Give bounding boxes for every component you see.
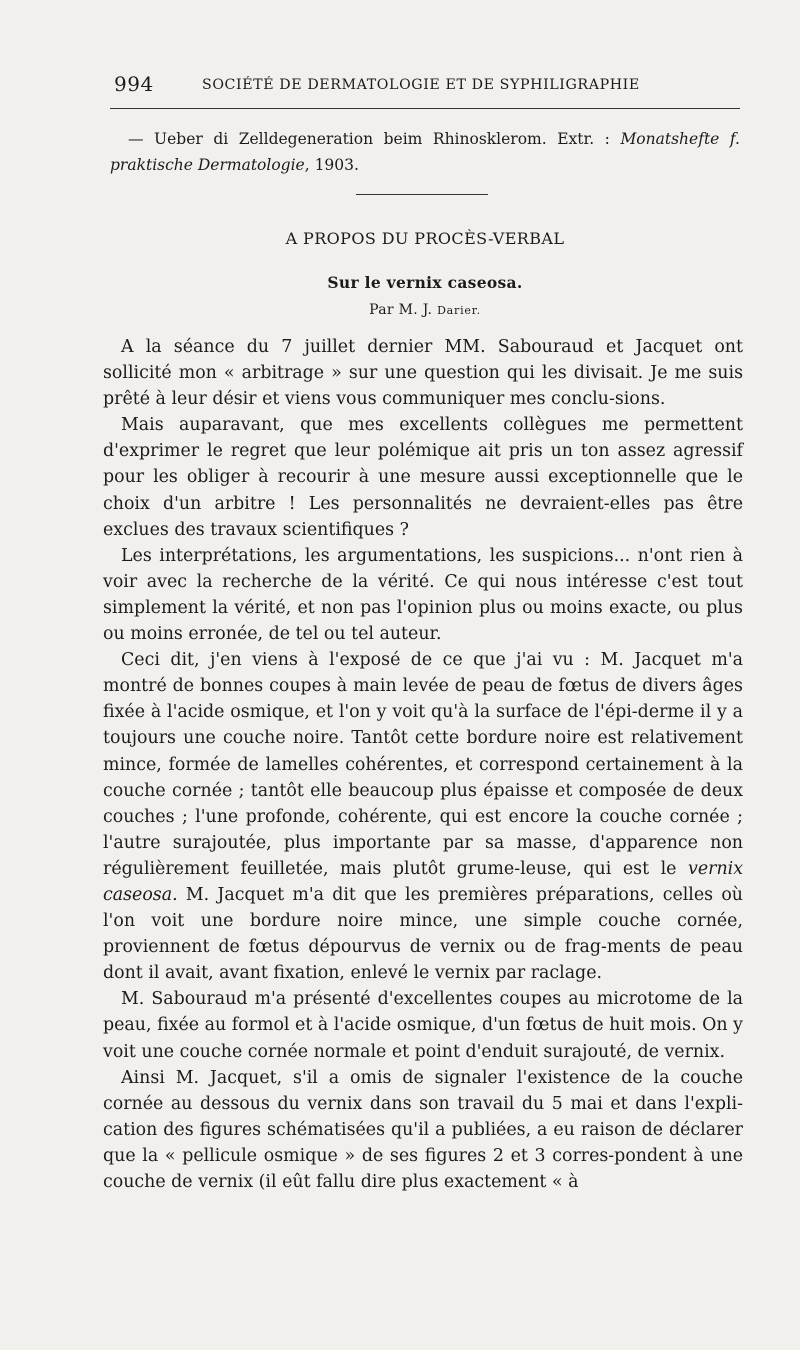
author-line [110,302,740,318]
paragraph-5: M. Sabouraud m'a présenté d'excellentes coupes au microtome de la peau, fixée au formol et à l'acide osmique, d'un fœtus de huit mois. On y voit une couche cornée normale et point d'enduit surajouté, de vernix. [103,989,743,1062]
paragraph-2: Mais auparavant, que mes excellents collègues me permettent d'exprimer le regret que leur polémique ait pris un ton assez agressif pour les obliger à recourir à une mesure aussi exceptionnelle que le choix d'un arbitre ! Les personnalités ne devraient-elles pas être exclues des travaux scientifiques ? [103,415,743,540]
article-title: Sur le vernix caseosa. [327,273,523,292]
bibliography-entry [110,126,740,178]
bibliography-journal-part-1: Monatshefte f. [620,130,740,148]
bibliography-line-1 [110,126,740,152]
author-prefix: Par M. J. [369,302,438,318]
section-separator [356,194,488,195]
paragraph-1: A la séance du 7 juillet dernier MM. Sabouraud et Jacquet ont sollicité mon « arbitrage » sur une question qui les divisait. Je me suis prêté à leur désir et viens vous communiquer mes conclu-sions. [103,337,743,410]
bibliography-year: , 1903. [304,156,359,174]
paragraph-4 [103,647,743,986]
paragraph-4-start: Ceci dit, j'en viens à l'exposé de ce que j'ai vu : M. Jacquet m'a montré de bonnes coupes à main levée de peau de fœtus de divers âges fixée à l'acide osmique, et l'on y voit qu'à la surface de l'épi-derme il y a toujours une couche noire. Tantôt cette bordure noire est relativement mince, formée de lamelles cohérentes, et correspond certainement à la couche cornée ; tantôt elle beaucoup plus épaisse et composée de deux couches ; l'une profonde, cohérente, qui est encore la couche cornée ; l'autre surajoutée, plus importante par sa masse, d'apparence non régulièrement feuilletée, mais plutôt grume-leuse, qui est le [103,650,743,879]
article-body [103,334,743,1195]
running-head [110,72,740,100]
bibliography-journal-part-2: praktische Dermatologie [110,156,305,174]
bibliography-title: — Ueber di Zelldegeneration beim Rhinosklerom. Extr. : [128,130,621,148]
journal-title: SOCIÉTÉ DE DERMATOLOGIE ET DE SYPHILIGRAPHIE [202,77,640,93]
section-heading: A PROPOS DU PROCÈS-VERBAL [285,229,565,248]
paragraph-3: Les interprétations, les argumentations, les suspicions... n'ont rien à voir avec la recherche de la vérité. Ce qui nous intéresse c'est tout simplement la vérité, et non pas l'opinion plus ou moins exacte, ou plus ou moins erronée, de tel ou tel auteur. [103,545,743,645]
header-rule [110,108,740,109]
vernix-caseosa-term: vernix caseosa. [103,858,744,905]
paragraph-4-end: M. Jacquet m'a dit que les premières préparations, celles où l'on voit une bordure noire mince, une simple couche cornée, proviennent de fœtus dépourvus de vernix ou de frag-ments de peau dont il avait, avant fixation, enlevé le vernix par raclage. [103,884,743,984]
bibliography-line-2 [110,152,740,178]
author-name: Darier. [437,304,481,317]
page-number: 994 [114,72,154,96]
paragraph-6: Ainsi M. Jacquet, s'il a omis de signaler l'existence de la couche cornée au dessous du vernix dans son travail du 5 mai et dans l'expli-cation des figures schématisées qu'il a publiées, a eu raison de déclarer que la « pellicule osmique » de ses figures 2 et 3 corres-pondent à une couche de vernix (il eût fallu dire plus exactement « à [103,1067,743,1192]
